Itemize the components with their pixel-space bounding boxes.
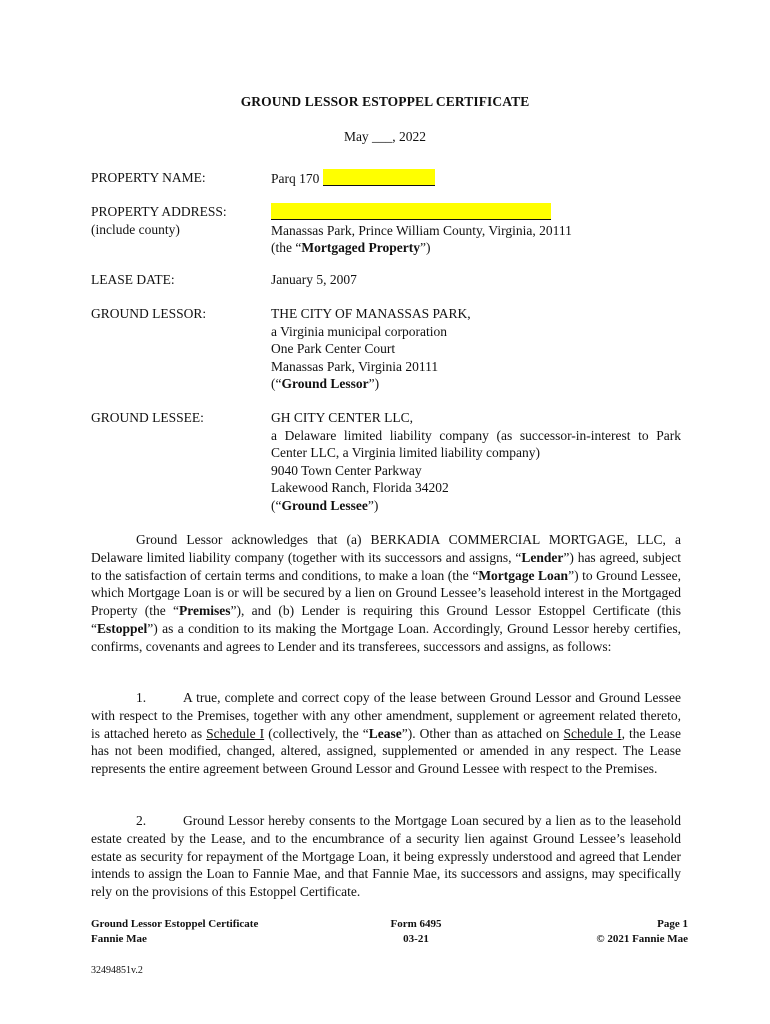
footer-org: Fannie Mae [91,933,147,945]
lessor-definition: (“Ground Lessor”) [271,376,380,392]
address-definition: (the “Mortgaged Property”) [271,240,431,256]
field-label: GROUND LESSEE: [91,410,204,425]
intro-paragraph: Ground Lessor acknowledges that (a) BERKADIA COMMERCIAL MORTGAGE, LLC, a Delaware limited liability company (together with its successors and assigns, “Lender”) has agreed, subject to the satisfaction of certain terms and conditions, to make a loan (the “Mortgage Loan”) to Ground Lessee, which Mortgage Loan is or will be secured by a lien on Ground Lessee’s leasehold interest in the Mortgaged Property (the “Premises”), and (b) Lender is requiring this Ground Lessor Estoppel Certificate (this “Estoppel”) as a condition to its making the Mortgage Loan. Accordingly, Ground Lessor hereby certifies, confirms, covenants and agrees to Lender and its transferees, successors and assigns, as follows: [91,532,681,654]
lessee-line: GH CITY CENTER LLC, [271,410,413,425]
field-label: PROPERTY NAME: [91,170,206,185]
lessee-definition: (“Ground Lessee”) [271,497,379,513]
footer-form-number: Form 6495 [390,918,442,930]
field-label: PROPERTY ADDRESS: [91,204,227,219]
schedule-link: Schedule I [206,725,265,741]
field-ground-lessor [91,305,681,395]
schedule-link: Schedule I [563,725,622,741]
field-value [271,169,681,188]
field-property-address [91,203,681,259]
footer-form-title: Ground Lessor Estoppel Certificate [91,918,259,930]
field-label-sub: (include county) [91,221,180,237]
field-ground-lessee [91,409,681,519]
property-name-blank[interactable] [323,169,435,186]
document-id: 32494851v.2 [91,965,143,976]
lessor-line: One Park Center Court [271,341,396,357]
lessor-line: THE CITY OF MANASSAS PARK, [271,306,471,321]
paragraph-1: 1. A true, complete and correct copy of the lease between Ground Lessor and Ground Lessee with respect to the Premises, together with any other amendment, supplement or agreement related thereto, is attached hereto as Schedule I (collectively, the “Lease”). Other than as attached on Schedule I, the Lease has not been modified, changed, altered, assigned, supplemented or amended in any respect. The Lease represents the entire agreement between Ground Lessor and Ground Lessee with respect to the Premises. [91,690,682,777]
document-title: GROUND LESSOR ESTOPPEL CERTIFICATE [240,94,530,109]
footer-form-date: 03-21 [403,933,429,945]
footer-page-number: Page 1 [657,918,688,930]
field-label: GROUND LESSOR: [91,306,207,321]
field-value: January 5, 2007 [271,272,357,287]
property-address-blank[interactable] [271,203,551,220]
footer-copyright: © 2021 Fannie Mae [596,933,688,945]
property-name-value: Parq 170 [271,171,320,186]
lessor-line: a Virginia municipal corporation [271,323,448,339]
paragraph-number: 2. [136,813,147,828]
lessee-line: 9040 Town Center Parkway [271,462,422,478]
paragraph-2: 2. Ground Lessor hereby consents to the Mortgage Loan secured by a lien as to the leasehold estate created by the Lease, and to the encumbrance of a security lien against Ground Lessee’s leasehold estate as security for repayment of the Mortgage Loan, it being expressly understood and agreed that Lender intends to assign the Loan to Fannie Mae, and that Fannie Mae, its successors and assigns, may specifically rely on the provisions of this Estoppel Certificate. [91,813,681,900]
paragraph-number: 1. [136,690,147,705]
date-line: May ___, 2022 [343,129,427,144]
lessee-line: a Delaware limited liability company (as successor-in-interest to Park Center LLC, a Virginia limited liability company) [271,427,681,461]
lessor-line: Manassas Park, Virginia 20111 [271,358,439,374]
field-label: LEASE DATE: [91,272,175,287]
lessee-line: Lakewood Ranch, Florida 34202 [271,480,449,496]
address-line: Manassas Park, Prince William County, Virginia, 20111 [271,222,572,238]
